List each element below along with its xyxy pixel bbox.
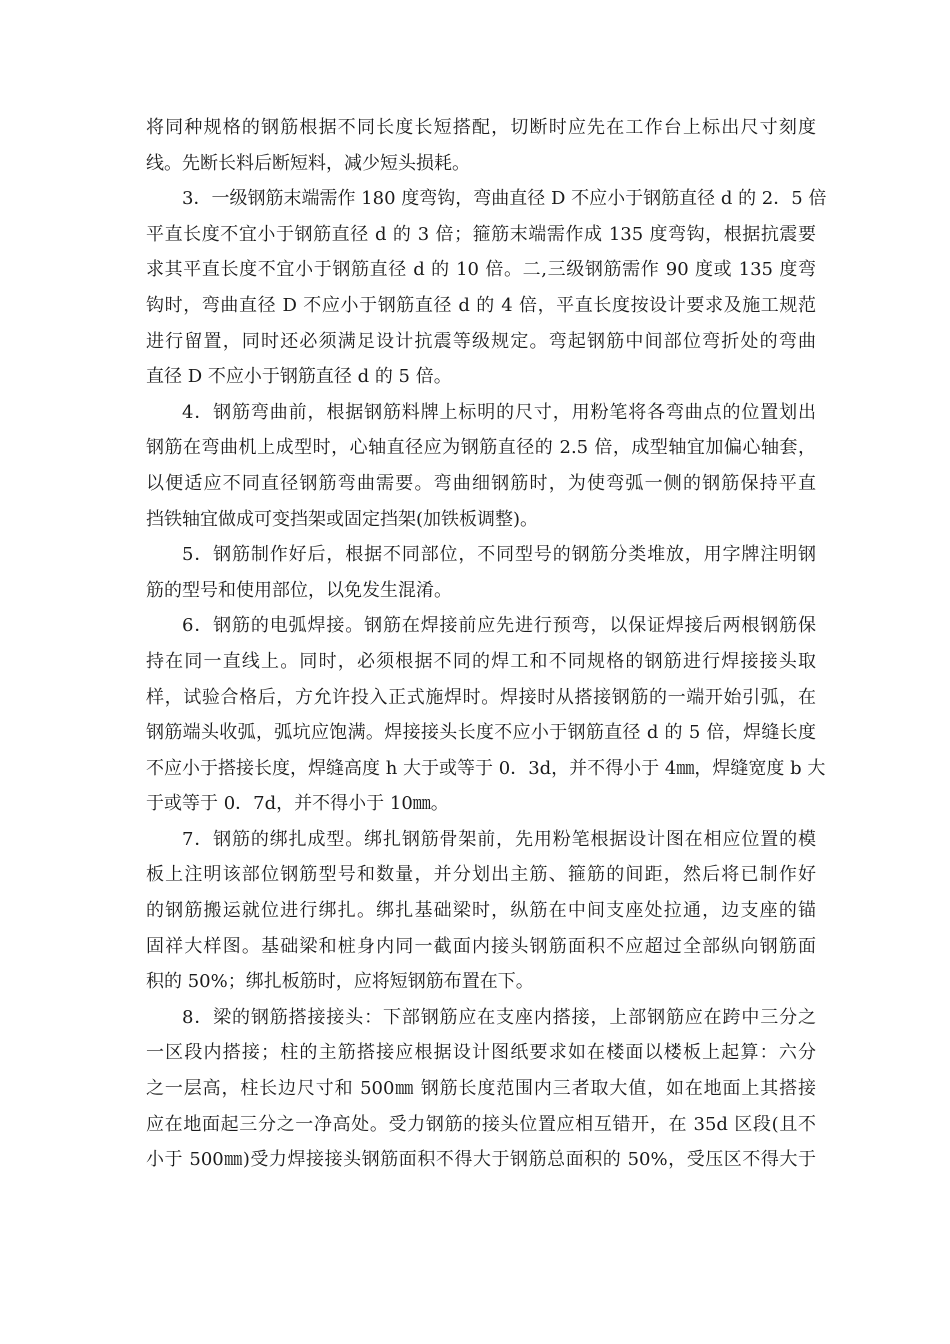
text-line: 钢筋在弯曲机上成型时，心轴直径应为钢筋直径的 2.5 倍，成型轴宜加偏心轴套， — [146, 437, 816, 459]
paragraph-item-6 — [146, 608, 826, 822]
text-line: 钢筋端头收弧，弧坑应饱满。焊接接头长度不应小于钢筋直径 d 的 5 倍，焊缝长度 — [146, 722, 816, 744]
text-line: 板上注明该部位钢筋型号和数量，并分划出主筋、箍筋的间距，然后将已制作好 — [146, 864, 816, 886]
text-line: 5．钢筋制作好后，根据不同部位，不同型号的钢筋分类堆放，用字牌注明钢 — [182, 544, 816, 566]
text-line: 一区段内搭接；柱的主筋搭接应根据设计图纸要求如在楼面以楼板上起算：六分 — [146, 1042, 816, 1064]
text-line: 线。先断长料后断短料，减少短头损耗。 — [146, 152, 470, 174]
text-line: 小于 500㎜)受力焊接接头钢筋面积不得大于钢筋总面积的 50%，受压区不得大于 — [146, 1149, 816, 1171]
paragraph-item-8 — [146, 1000, 816, 1178]
text-line: 3．一级钢筋末端需作 180 度弯钩，弯曲直径 D 不应小于钢筋直径 d 的 2．5 倍 — [182, 188, 827, 210]
text-line: 样，试验合格后，方允许投入正式施焊时。焊接时从搭接钢筋的一端开始引弧，在 — [146, 686, 816, 708]
text-line: 4．钢筋弯曲前，根据钢筋料牌上标明的尺寸，用粉笔将各弯曲点的位置划出 — [182, 401, 816, 423]
text-line: 固祥大样图。基础梁和桩身内同一截面内接头钢筋面积不应超过全部纵向钢筋面 — [146, 935, 816, 957]
text-line: 直径 D 不应小于钢筋直径 d 的 5 倍。 — [146, 366, 452, 388]
text-line: 挡铁轴宜做成可变挡架或固定挡架(加铁板调整)。 — [146, 508, 539, 530]
text-line: 持在同一直线上。同时，必须根据不同的焊工和不同规格的钢筋进行焊接接头取 — [146, 650, 816, 672]
text-line: 将同种规格的钢筋根据不同长度长短搭配，切断时应先在工作台上标出尺寸刻度 — [146, 117, 816, 138]
text-line: 应在地面起三分之一净高处。受力钢筋的接头位置应相互错开，在 35d 区段(且不 — [146, 1113, 816, 1135]
text-line: 平直长度不宜小于钢筋直径 d 的 3 倍；箍筋末端需作成 135 度弯钩，根据抗震要 — [146, 223, 816, 245]
text-line: 不应小于搭接长度，焊缝高度 h 大于或等于 0．3d，并不得小于 4㎜，焊缝宽度 b 大 — [146, 757, 826, 779]
paragraph-item-5 — [146, 537, 816, 608]
text-line: 7．钢筋的绑扎成型。绑扎钢筋骨架前，先用粉笔根据设计图在相应位置的模 — [182, 828, 816, 850]
paragraph-item-4 — [146, 395, 816, 537]
text-line: 8．梁的钢筋搭接接头：下部钢筋应在支座内搭接，上部钢筋应在跨中三分之 — [182, 1006, 816, 1028]
text-line: 于或等于 0．7d，并不得小于 10㎜。 — [146, 793, 449, 815]
text-line: 进行留置，同时还必须满足设计抗震等级规定。弯起钢筋中间部位弯折处的弯曲 — [146, 330, 816, 352]
text-line: 以便适应不同直径钢筋弯曲需要。弯曲细钢筋时，为使弯弧一侧的钢筋保持平直 — [146, 472, 816, 494]
text-line: 积的 50%；绑扎板筋时，应将短钢筋布置在下。 — [146, 971, 534, 993]
text-line: 之一层高，柱长边尺寸和 500㎜ 钢筋长度范围内三者取大值，如在地面上其搭接 — [146, 1078, 816, 1100]
paragraph-item-3 — [146, 181, 827, 395]
text-line: 筋的型号和使用部位，以免发生混淆。 — [146, 579, 452, 601]
paragraph-intro — [146, 110, 816, 181]
document-page — [146, 110, 827, 1178]
text-line: 的钢筋搬运就位进行绑扎。绑扎基础梁时，纵筋在中间支座处拉通，边支座的锚 — [146, 900, 816, 922]
text-line: 钩时，弯曲直径 D 不应小于钢筋直径 d 的 4 倍，平直长度按设计要求及施工规范 — [146, 294, 816, 316]
text-line: 6．钢筋的电弧焊接。钢筋在焊接前应先进行预弯，以保证焊接后两根钢筋保 — [182, 615, 816, 637]
paragraph-item-7 — [146, 822, 816, 1000]
text-line: 求其平直长度不宜小于钢筋直径 d 的 10 倍。二,三级钢筋需作 90 度或 135 度弯 — [146, 259, 816, 281]
